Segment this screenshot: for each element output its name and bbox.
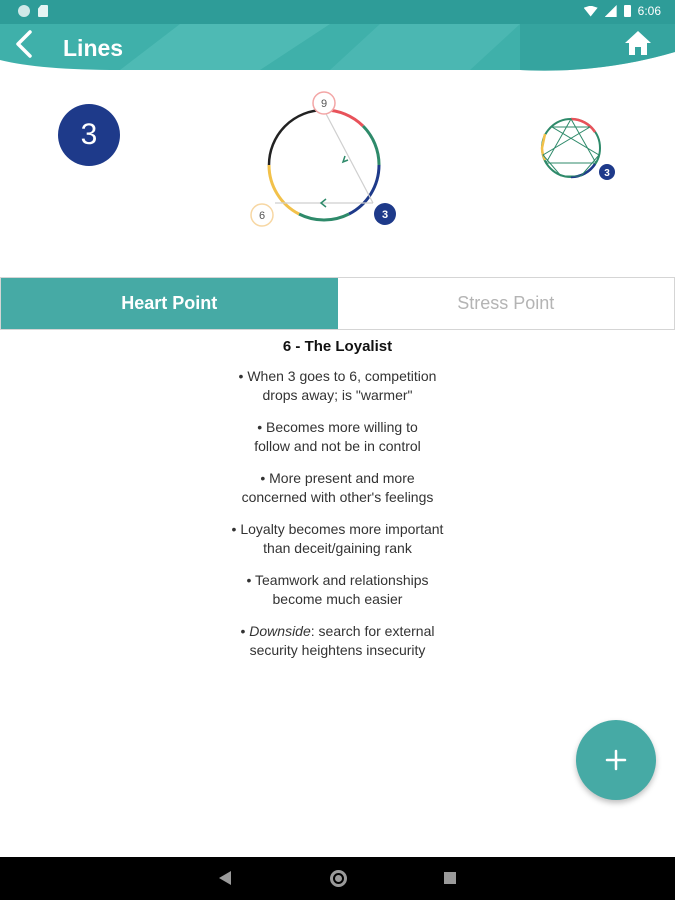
- battery-icon: [624, 5, 631, 17]
- bullet-line: follow and not be in control: [254, 438, 421, 454]
- arrow-icon: [343, 156, 348, 162]
- arc-dark: [269, 110, 324, 165]
- bullet-line: • Teamwork and relationships: [246, 572, 429, 588]
- node-6-label: 6: [258, 210, 266, 222]
- nav-recents-icon[interactable]: [444, 872, 456, 884]
- bullet-line: than deceit/gaining rank: [263, 540, 412, 556]
- bullet-prefix: •: [240, 623, 250, 639]
- arc-navy: [349, 165, 379, 214]
- chevron-left-icon: [10, 28, 38, 62]
- system-nav-bar: [0, 857, 675, 900]
- bullet-line: concerned with other's feelings: [241, 489, 434, 505]
- arc-yellow: [269, 165, 299, 214]
- line-9-to-3: [324, 110, 373, 203]
- bullet-line: • Loyalty becomes more important: [231, 521, 444, 537]
- tab-heart-point[interactable]: Heart Point: [1, 278, 338, 329]
- bullet-rest: : search for external: [310, 623, 435, 639]
- bullet-line: [0, 622, 675, 641]
- arc-green-bottom: [299, 214, 349, 220]
- back-button[interactable]: [10, 28, 38, 62]
- signal-icon: [605, 5, 617, 17]
- bullet-line: • More present and more: [260, 470, 415, 486]
- bullet-line: • When 3 goes to 6, competition: [238, 368, 437, 384]
- status-bar: [0, 0, 675, 24]
- content-title: 6 - The Loyalist: [282, 338, 393, 355]
- arc-green: [363, 126, 379, 165]
- enneagram-thumbnail: [535, 110, 625, 190]
- bullet-line: become much easier: [272, 591, 403, 607]
- notification-dot-icon: [18, 5, 30, 17]
- node-3-label: 3: [381, 209, 389, 221]
- bullet-line: security heightens insecurity: [249, 642, 426, 658]
- bullet-item: [0, 622, 675, 660]
- status-time: 6:06: [637, 4, 661, 18]
- app-header: [0, 24, 675, 74]
- node-9-label: 9: [320, 98, 328, 110]
- point-description: [0, 338, 675, 673]
- type-number-badge: 3: [58, 104, 120, 166]
- sd-card-icon: [38, 5, 48, 17]
- nav-home-icon[interactable]: [330, 870, 347, 887]
- bullet-emphasis: Downside: [249, 623, 311, 639]
- plus-icon: [604, 748, 628, 772]
- bullet-line: • Becomes more willing to: [257, 419, 418, 435]
- lines-diagram: [245, 86, 405, 236]
- bullet-item: [0, 469, 675, 507]
- bullet-item: [0, 367, 675, 405]
- bullet-line: drops away; is "warmer": [262, 387, 413, 403]
- point-tabs: [0, 277, 675, 330]
- bullet-item: [0, 418, 675, 456]
- home-icon: [623, 29, 653, 57]
- page-title: Lines: [63, 35, 124, 61]
- wifi-icon: [584, 6, 598, 17]
- thumb-badge-label: 3: [604, 168, 610, 179]
- tab-stress-point[interactable]: Stress Point: [338, 278, 675, 329]
- nav-back-icon[interactable]: [219, 871, 231, 885]
- bullet-item: [0, 571, 675, 609]
- bullet-item: [0, 520, 675, 558]
- add-button[interactable]: [576, 720, 656, 800]
- home-button[interactable]: [623, 29, 653, 57]
